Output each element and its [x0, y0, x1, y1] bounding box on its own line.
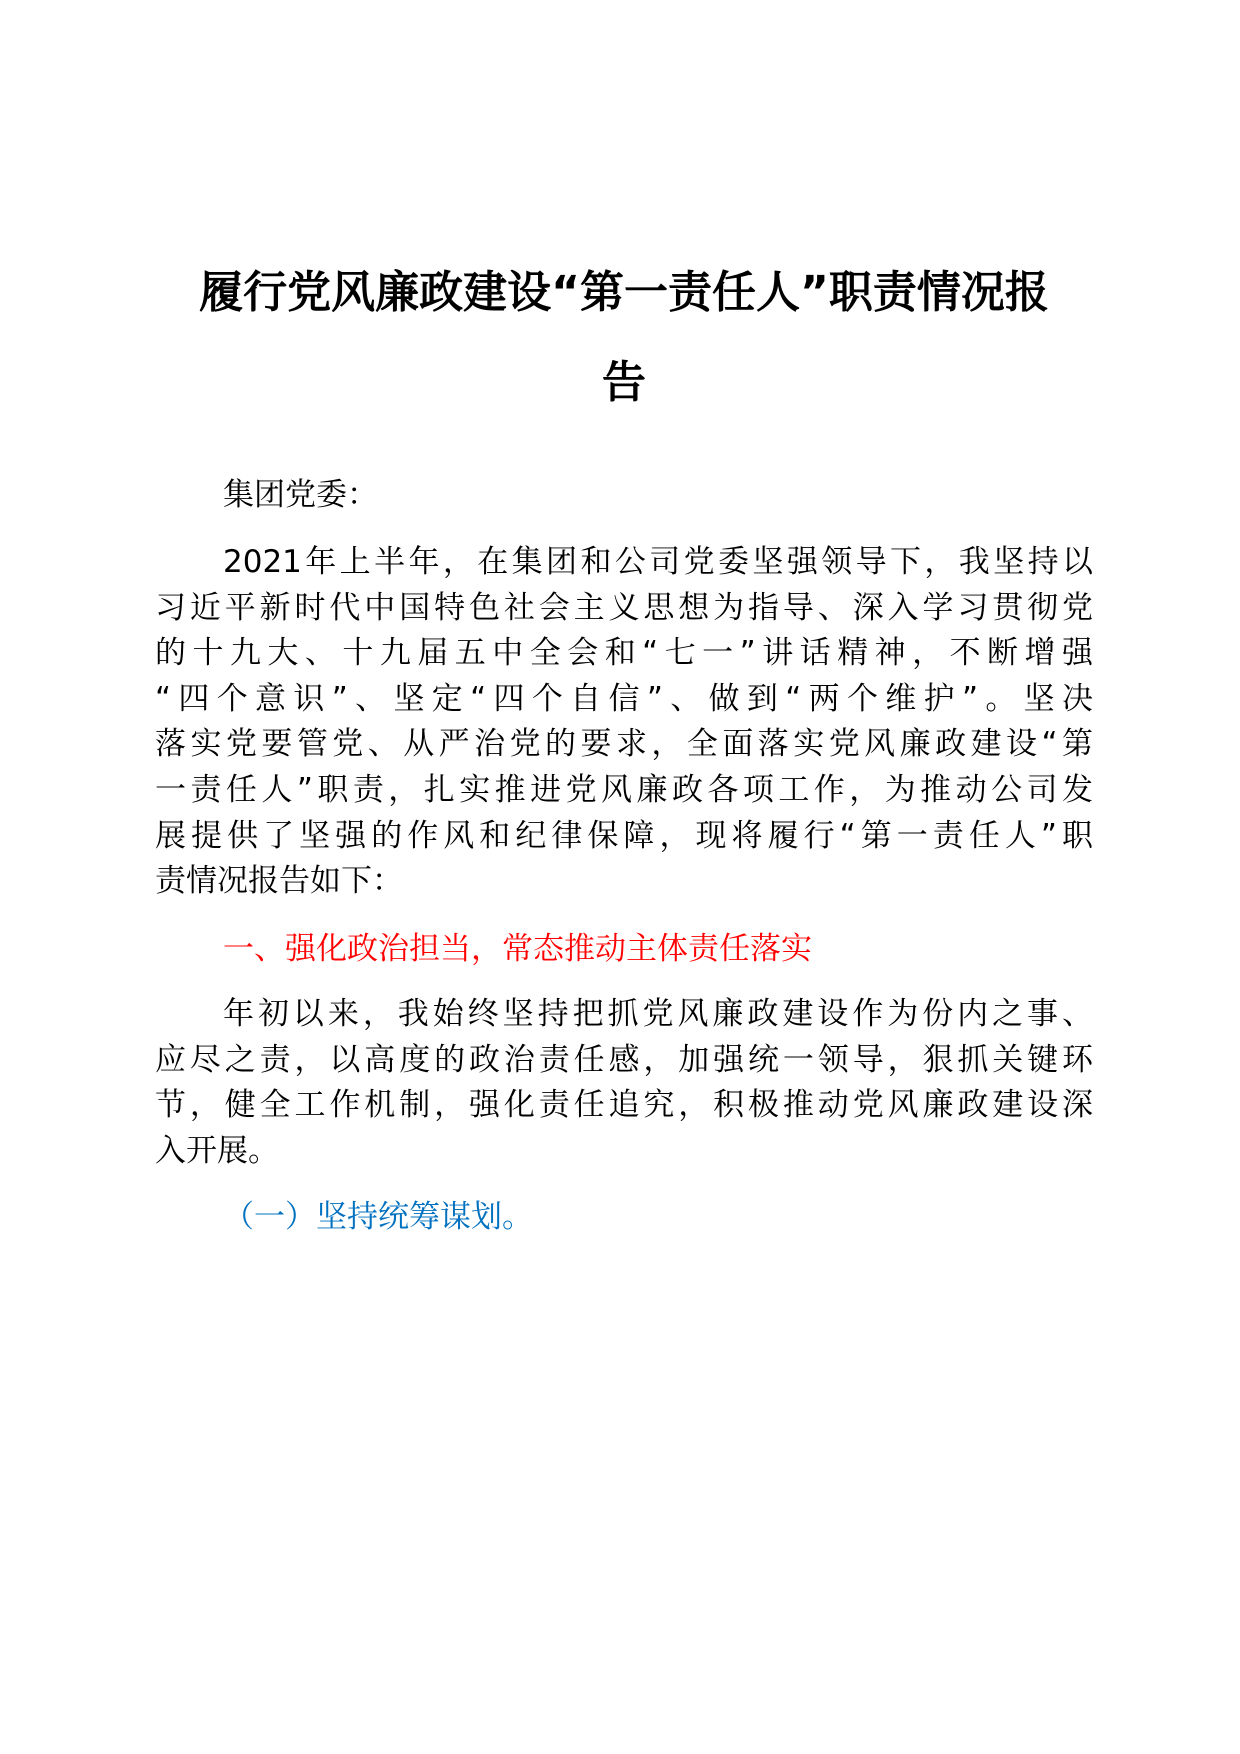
paragraph-line: 节，健全工作机制，强化责任追究，积极推动党风廉政建设深 — [155, 1087, 1093, 1124]
paragraph-line: 年初以来，我始终坚持把抓党风廉政建设作为份内之事、 — [223, 996, 1093, 1032]
title-line-2: 告 — [602, 357, 646, 408]
paragraph-line: 展提供了坚强的作风和纪律保障，现将履行“第一责任人”职 — [155, 817, 1093, 854]
section-heading-1 — [155, 927, 1093, 973]
paragraph-line: 2021年上半年，在集团和公司党委坚强领导下，我坚持以 — [223, 544, 1093, 580]
paragraph-line: 的十九大、十九届五中全会和“七一”讲话精神，不断增强 — [155, 635, 1093, 672]
paragraph-line: 责情况报告如下： — [155, 863, 403, 900]
paragraph-line: 入开展。 — [155, 1132, 279, 1169]
paragraph-line: 应尽之责，以高度的政治责任感，加强统一领导，狠抓关键环 — [155, 1041, 1093, 1078]
salutation-text: 集团党委： — [223, 477, 378, 513]
subsection-heading-1 — [155, 1195, 1093, 1241]
document-title — [155, 248, 1093, 428]
paragraph-line: “四个意识”、坚定“四个自信”、做到“两个维护”。坚决 — [155, 680, 1093, 717]
subsection-heading-text: （一）坚持统筹谋划。 — [223, 1199, 533, 1235]
paragraph-line: 习近平新时代中国特色社会主义思想为指导、深入学习贯彻党 — [155, 589, 1093, 626]
title-line-1: 履行党风廉政建设“第一责任人”职责情况报 — [199, 267, 1049, 318]
salutation — [155, 473, 1093, 519]
section-heading-text: 一、强化政治担当，常态推动主体责任落实 — [223, 931, 812, 967]
paragraph-1 — [155, 540, 1093, 905]
paragraph-line: 落实党要管党、从严治党的要求，全面落实党风廉政建设“第 — [155, 726, 1093, 763]
paragraph-2 — [155, 992, 1093, 1174]
paragraph-line: 一责任人”职责，扎实推进党风廉政各项工作，为推动公司发 — [155, 771, 1093, 808]
